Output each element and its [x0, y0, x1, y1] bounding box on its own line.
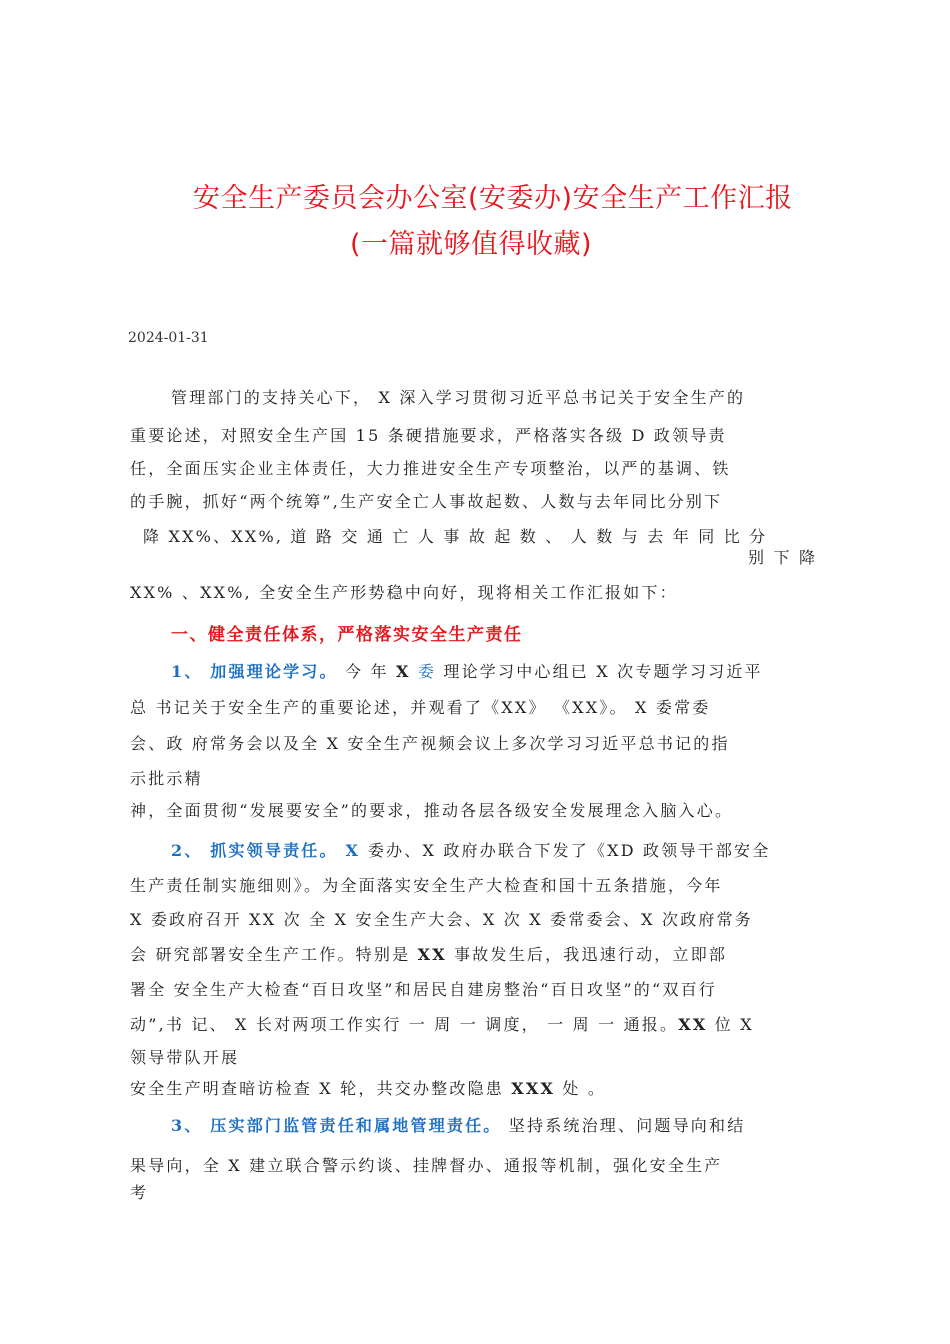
text-run: 安全生产明查暗访检查 X 轮，共交办整改隐患: [130, 1079, 512, 1098]
text-run: 事故发生后，我迅速行动，立即部: [446, 945, 728, 964]
intro-line: 任，全面压实企业主体责任，大力推进安全生产专项整治，以严的基调、铁: [130, 459, 731, 478]
paragraph-line: 署全 安全生产大检查“百日攻坚”和居民自建房整治“百日攻坚”的“双百行: [130, 980, 717, 999]
document-title: 安全生产委员会办公室(安委办)安全生产工作汇报: [193, 183, 793, 214]
intro-line: 管理部门的支持关心下， X 深入学习贯彻习近平总书记关于安全生产的: [171, 388, 746, 407]
paragraph-line: [171, 659, 763, 682]
paragraph-line: [171, 838, 770, 861]
paragraph-line: 考: [130, 1183, 149, 1202]
intro-line: XX% 、XX%, 全安全生产形势稳中向好，现将相关工作汇报如下：: [130, 583, 678, 602]
text-run: X: [337, 841, 368, 860]
text-run: 位 X: [707, 1015, 754, 1034]
text-run: 委办、X 政府办联合下发了《XD 政领导干部安全: [367, 841, 771, 860]
document-subtitle: (一篇就够值得收藏): [350, 229, 593, 260]
paragraph-line: 示批示精: [130, 769, 203, 788]
paragraph-line: [171, 1113, 745, 1136]
intro-line: 别 下 降: [748, 548, 818, 567]
text-run: 坚持系统治理、问题导向和结: [501, 1116, 746, 1135]
text-run: 委: [410, 662, 444, 681]
paragraph-line: [130, 1012, 754, 1035]
text-run: XX: [678, 1015, 708, 1034]
paragraph-line: 领导带队开展: [130, 1048, 240, 1067]
paragraph-line: 总 书记关于安全生产的重要论述，并观看了《XX》 《XX》。 X 委常委: [130, 698, 711, 717]
paragraph-line: 神，全面贯彻“发展要安全”的要求，推动各层各级安全发展理念入脑入心。: [130, 801, 734, 820]
section-heading: 一、健全责任体系，严格落实安全生产责任: [171, 625, 523, 645]
item-label: 2、 抓实领导责任。: [171, 841, 338, 860]
text-run: XX: [417, 945, 447, 964]
paragraph-line: [130, 942, 727, 965]
text-run: 今 年: [337, 662, 396, 681]
item-label: 3、 压实部门监管责任和属地管理责任。: [171, 1116, 502, 1135]
intro-line: 降 XX%、XX%, 道 路 交 通 亡 人 事 故 起 数 、 人 数 与 去 年 同 比 分: [143, 527, 768, 546]
intro-line: 的手腕，抓好“两个统筹”,生产安全亡人事故起数、人数与去年同比分别下: [130, 492, 723, 511]
text-run: X: [395, 662, 411, 681]
document-date: 2024-01-31: [128, 330, 209, 346]
item-label: 1、 加强理论学习。: [171, 662, 338, 681]
paragraph-line: [130, 1076, 606, 1099]
paragraph-line: 果导向，全 X 建立联合警示约谈、挂牌督办、通报等机制，强化安全生产: [130, 1156, 723, 1175]
text-run: 处 。: [555, 1079, 607, 1098]
text-run: XXX: [511, 1079, 556, 1098]
paragraph-line: 会、政 府常务会以及全 X 安全生产视频会议上多次学习习近平总书记的指: [130, 734, 730, 753]
paragraph-line: 生产责任制实施细则》。为全面落实安全生产大检查和国十五条措施，今年: [130, 876, 723, 895]
text-run: 理论学习中心组已 X 次专题学习习近平: [443, 662, 763, 681]
text-run: 会 研究部署安全生产工作。特别是: [130, 945, 418, 964]
intro-line: 重要论述，对照安全生产国 15 条硬措施要求，严格落实各级 D 政领导责: [130, 426, 727, 445]
paragraph-line: X 委政府召开 XX 次 全 X 安全生产大会、X 次 X 委常委会、X 次政府常务: [130, 910, 753, 929]
text-run: 动”,书 记、 X 长对两项工作实行 一 周 一 调度， 一 周 一 通报。: [130, 1015, 679, 1034]
